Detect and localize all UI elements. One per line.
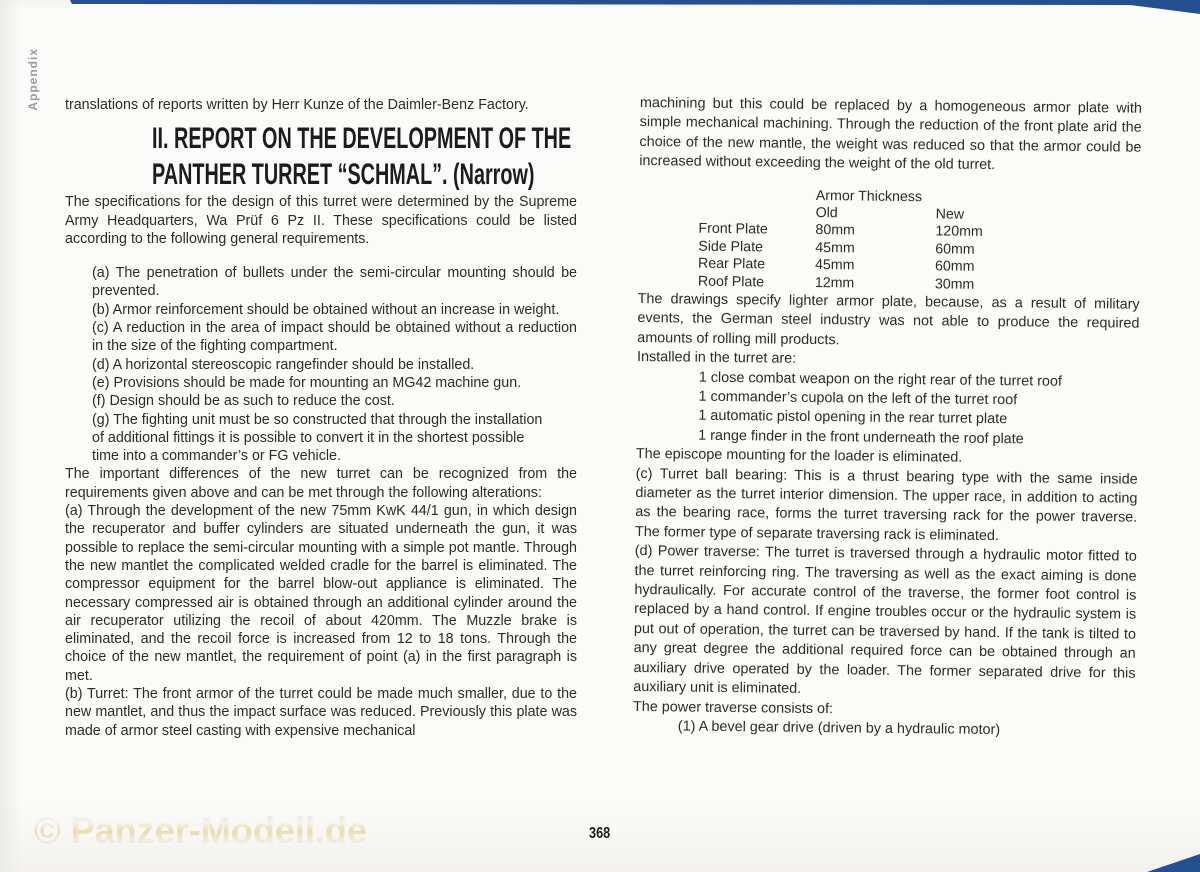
requirement-item: (c) A reduction in the area of impact should be obtained without a reduction in the size of the fighting compartment.	[92, 320, 577, 355]
machining-paragraph: machining but this could be replaced by a homogeneous armor plate with simple mechanical machining. Through the reduction of the front plate arid the choice of the new mantle, the weight was reduced so that the armor could be increased without exceeding the weight of the old turret.	[639, 94, 1142, 174]
requirement-item: (f) Design should be as such to reduce the cost.	[92, 393, 395, 410]
installed-item: 1 range finder in the front underneath the roof plate	[698, 427, 1024, 448]
installed-item: 1 commander’s cupola on the left of the turret roof	[698, 388, 1018, 409]
section-title-line-2: PANTHER TURRET “SCHMAL”. (Narrow)	[152, 158, 535, 192]
armor-new-value: 120mm	[935, 223, 983, 241]
requirements-list	[65, 264, 577, 465]
requirement-item: (g) The fighting unit must be so constructed that through the installation of additional fittings it is possible to convert it in the shortest possible time into a commander’s or FG vehicle.	[92, 411, 543, 465]
armor-old-value: 45mm	[815, 239, 855, 257]
watermark-text: © Panzer-Modell.de	[34, 810, 367, 851]
requirement-item: (e) Provisions should be made for mounting an MG42 machine gun.	[92, 374, 522, 391]
armor-plate-label: Roof Plate	[697, 273, 765, 290]
armor-thickness-table	[638, 186, 1141, 296]
armor-plate-label: Front Plate	[698, 221, 768, 238]
installed-item: 1 close combat weapon on the right rear of the turret roof	[698, 369, 1063, 390]
armor-plate-label: Side Plate	[698, 238, 764, 256]
installed-item: 1 automatic pistol opening in the rear turret plate	[698, 408, 1008, 428]
page-number: 368	[589, 825, 611, 842]
requirement-item: (b) Armor reinforcement should be obtained without an increase in weight.	[92, 301, 560, 318]
armor-old-value: 12mm	[814, 274, 855, 292]
power-traverse-heading: The power traverse consists of:	[632, 698, 834, 717]
alteration-a-paragraph: (a) Through the development of the new 75mm KwK 44/1 gun, in which design the recuperator and buffer cylinders are situated underneath the gun, it was possible to replace the semi-circular mounting with a simple pot mantle. Through the new mantlet the complicated welded cradle for the barrel is eliminated. The compressor equipment for the barrel blow-out appliance is eliminated. The necessary compressed air is obtained through an additional cylinder around the air recuperator utilizing the recoil of about 420mm. The Muzzle brake is eliminated, and the recoil force is increased from 12 to 18 tons. Through the choice of the new mantlet, the requirement of point (a) in the first paragraph is met.	[65, 503, 577, 684]
armor-old-value: 80mm	[815, 222, 855, 239]
armor-new-value: 60mm	[935, 241, 975, 258]
specifications-paragraph: The specifications for the design of this turret were determined by the Supreme Army Headquarters, Wa Prüf 6 Pz II. These specifications could be listed according to the following general requirements.	[65, 194, 577, 247]
top-edge-strip	[70, 0, 1200, 14]
requirement-item: (a) The penetration of bullets under the semi-circular mounting should be prevented.	[92, 265, 577, 300]
appendix-sidebar-label: Appendix	[26, 48, 40, 111]
section-title-line-1: II. REPORT ON THE DEVELOPMENT OF THE	[152, 122, 572, 156]
bottom-right-edge-wedge	[1147, 854, 1200, 872]
installed-heading: Installed in the turret are:	[636, 349, 797, 367]
armor-old-value: 45mm	[814, 257, 855, 274]
armor-table-body	[638, 220, 1141, 295]
requirement-item: (d) A horizontal stereoscopic rangefinder should be installed.	[92, 356, 475, 373]
drawings-paragraph: The drawings specify lighter armor plate, because, as a result of military events, the German steel industry was not able to produce the required amounts of rolling mill products.	[637, 290, 1140, 349]
armor-table-col-old: Old	[815, 205, 838, 222]
episcope-paragraph: The episcope mounting for the loader is eliminated.	[635, 446, 963, 466]
power-traverse-paragraph: (d) Power traverse: The turret is traversed through a hydraulic motor fitted to the turret reinforcing ring. The traversing as well as the exact aiming is done hydraulically. For accurate control of the traverse, the former foot control is replaced by a hand control. If engine troubles occur or the hydraulic system is put out of operation, the turret can be traversed by hand. If the tank is tilted to any great degree the additional required force can be obtained through an auxiliary drive operated by the loader. The former separated drive for this auxiliary unit is eliminated.	[633, 543, 1137, 697]
installed-list	[636, 368, 1139, 451]
armor-new-value: 60mm	[934, 258, 975, 275]
differences-paragraph: The important differences of the new turret can be recognized from the requirements given above and can be met through the following alterations:	[65, 466, 577, 501]
section-title	[65, 121, 577, 193]
alteration-b-paragraph: (b) Turret: The front armor of the turret could be made much smaller, due to the new mantlet, and thus the impact surface was reduced. Previously this plate was made of armor steel casting with expensive mechanical	[65, 686, 577, 739]
armor-new-value: 30mm	[934, 275, 975, 293]
armor-table-title: Armor Thickness	[815, 187, 923, 205]
armor-table-col-new: New	[935, 206, 965, 223]
armor-plate-label: Rear Plate	[697, 255, 766, 273]
right-column	[633, 94, 1142, 742]
watermark	[34, 806, 379, 856]
ball-bearing-paragraph: (c) Turret ball bearing: This is a thrust bearing type with the same inside diameter as the turret interior dimension. The upper race, in addition to acting as the bearing race, forms the turret traversing rack for the power traverse. The former type of separate traversing rack is eliminated.	[634, 465, 1138, 544]
power-traverse-item: (1) A bevel gear drive (driven by a hydraulic motor)	[677, 718, 1001, 739]
left-column	[65, 96, 577, 740]
intro-line: translations of reports written by Herr Kunze of the Daimler-Benz Factory.	[65, 97, 529, 113]
